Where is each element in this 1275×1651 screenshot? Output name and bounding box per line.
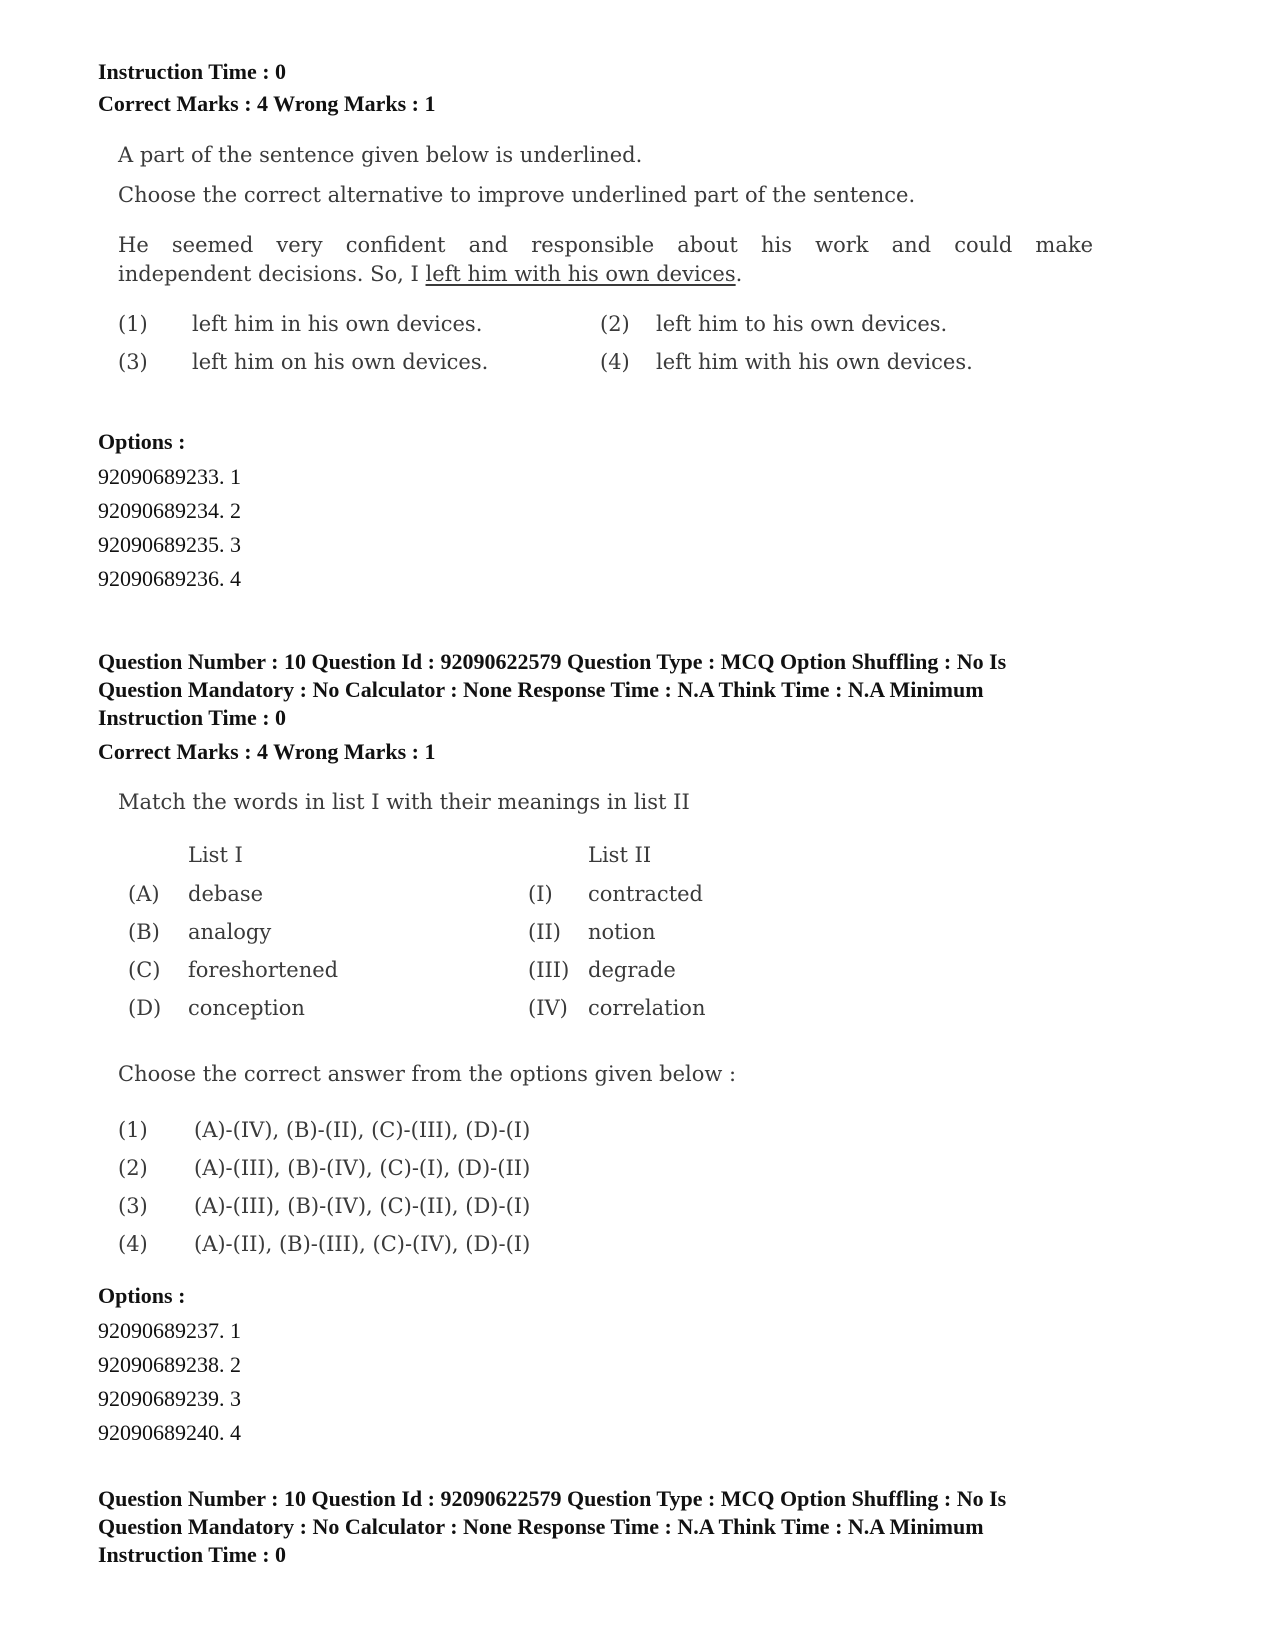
q1-sentence-line2 xyxy=(118,262,742,286)
q2-list1-word-d: conception xyxy=(188,996,305,1020)
q2-choice-3-num: (3) xyxy=(118,1194,148,1218)
q1-options-label: Options : xyxy=(98,429,186,454)
q1-option-2: 92090689234. 2 xyxy=(98,498,241,523)
q2-list1-word-b: analogy xyxy=(188,920,272,944)
q2-choice-4-num: (4) xyxy=(118,1232,148,1256)
q1-choice-3-num: (3) xyxy=(118,350,148,374)
q2-list2-word-3: degrade xyxy=(588,958,676,982)
q2-options-label: Options : xyxy=(98,1283,186,1308)
q1-choice-1-text: left him in his own devices. xyxy=(192,312,483,336)
q2-options-list xyxy=(98,1314,241,1450)
q1-option-1: 92090689233. 1 xyxy=(98,464,241,489)
q1-underlined-part: left him with his own devices xyxy=(425,262,736,286)
q2-list2-word-2: notion xyxy=(588,920,656,944)
q2-option-4: 92090689240. 4 xyxy=(98,1420,241,1445)
q1-option-4: 92090689236. 4 xyxy=(98,566,241,591)
q2-meta-line3: Instruction Time : 0 xyxy=(98,705,287,730)
q2-meta-line1: Question Number : 10 Question Id : 92090622579 Question Type : MCQ Option Shuffling : No Is xyxy=(98,649,1007,674)
q2-list2-key-4: (IV) xyxy=(528,996,568,1020)
q1-sentence-line1: He seemed very confident and responsible about his work and could make xyxy=(118,233,1093,257)
q2-list2-key-3: (III) xyxy=(528,958,570,982)
q3-meta-line3: Instruction Time : 0 xyxy=(98,1542,287,1567)
q2-list2-word-4: correlation xyxy=(588,996,706,1020)
q2-list1-key-b: (B) xyxy=(128,920,160,944)
q1-choice-1-num: (1) xyxy=(118,312,148,336)
q2-choice-4-text: (A)-(II), (B)-(III), (C)-(IV), (D)-(I) xyxy=(194,1232,531,1256)
q2-choice-1-text: (A)-(IV), (B)-(II), (C)-(III), (D)-(I) xyxy=(194,1118,531,1142)
q2-option-2: 92090689238. 2 xyxy=(98,1352,241,1377)
q1-choice-4-num: (4) xyxy=(600,350,630,374)
q2-list1-key-a: (A) xyxy=(128,882,160,906)
q2-choice-1-num: (1) xyxy=(118,1118,148,1142)
q2-choice-2-num: (2) xyxy=(118,1156,148,1180)
q1-sentence-suffix: . xyxy=(735,262,743,286)
q2-list1-word-c: foreshortened xyxy=(188,958,339,982)
q2-instruction: Match the words in list I with their meanings in list II xyxy=(118,790,690,814)
q2-list1-key-c: (C) xyxy=(128,958,161,982)
q2-marks: Correct Marks : 4 Wrong Marks : 1 xyxy=(98,739,436,764)
q3-meta-line2: Question Mandatory : No Calculator : None Response Time : N.A Think Time : N.A Minimum xyxy=(98,1514,984,1539)
q1-intro-line1: A part of the sentence given below is underlined. xyxy=(118,143,643,167)
q1-choice-2-num: (2) xyxy=(600,312,630,336)
q2-list1-key-d: (D) xyxy=(128,996,162,1020)
q1-choice-4-text: left him with his own devices. xyxy=(656,350,973,374)
q1-choice-3-text: left him on his own devices. xyxy=(192,350,489,374)
q2-list2-header: List II xyxy=(588,843,652,867)
q2-list1-word-a: debase xyxy=(188,882,264,906)
q2-choose-text: Choose the correct answer from the options given below : xyxy=(118,1062,737,1086)
q3-meta-line1: Question Number : 10 Question Id : 92090622579 Question Type : MCQ Option Shuffling : No Is xyxy=(98,1486,1007,1511)
marks-info: Correct Marks : 4 Wrong Marks : 1 xyxy=(98,91,436,116)
q1-option-3: 92090689235. 3 xyxy=(98,532,241,557)
q2-option-3: 92090689239. 3 xyxy=(98,1386,241,1411)
q2-list2-word-1: contracted xyxy=(588,882,703,906)
q2-choice-3-text: (A)-(III), (B)-(IV), (C)-(II), (D)-(I) xyxy=(194,1194,531,1218)
q2-meta-line2: Question Mandatory : No Calculator : None Response Time : N.A Think Time : N.A Minimum xyxy=(98,677,984,702)
q1-options-list xyxy=(98,460,241,596)
q2-option-1: 92090689237. 1 xyxy=(98,1318,241,1343)
q2-list2-key-1: (I) xyxy=(528,882,553,906)
q2-choice-2-text: (A)-(III), (B)-(IV), (C)-(I), (D)-(II) xyxy=(194,1156,531,1180)
q2-list1-header: List I xyxy=(188,843,243,867)
q1-intro-line2: Choose the correct alternative to improve underlined part of the sentence. xyxy=(118,183,916,207)
q1-choice-2-text: left him to his own devices. xyxy=(656,312,948,336)
q2-list2-key-2: (II) xyxy=(528,920,561,944)
q1-sentence-prefix: independent decisions. So, I xyxy=(118,262,426,286)
instruction-time: Instruction Time : 0 xyxy=(98,59,287,84)
